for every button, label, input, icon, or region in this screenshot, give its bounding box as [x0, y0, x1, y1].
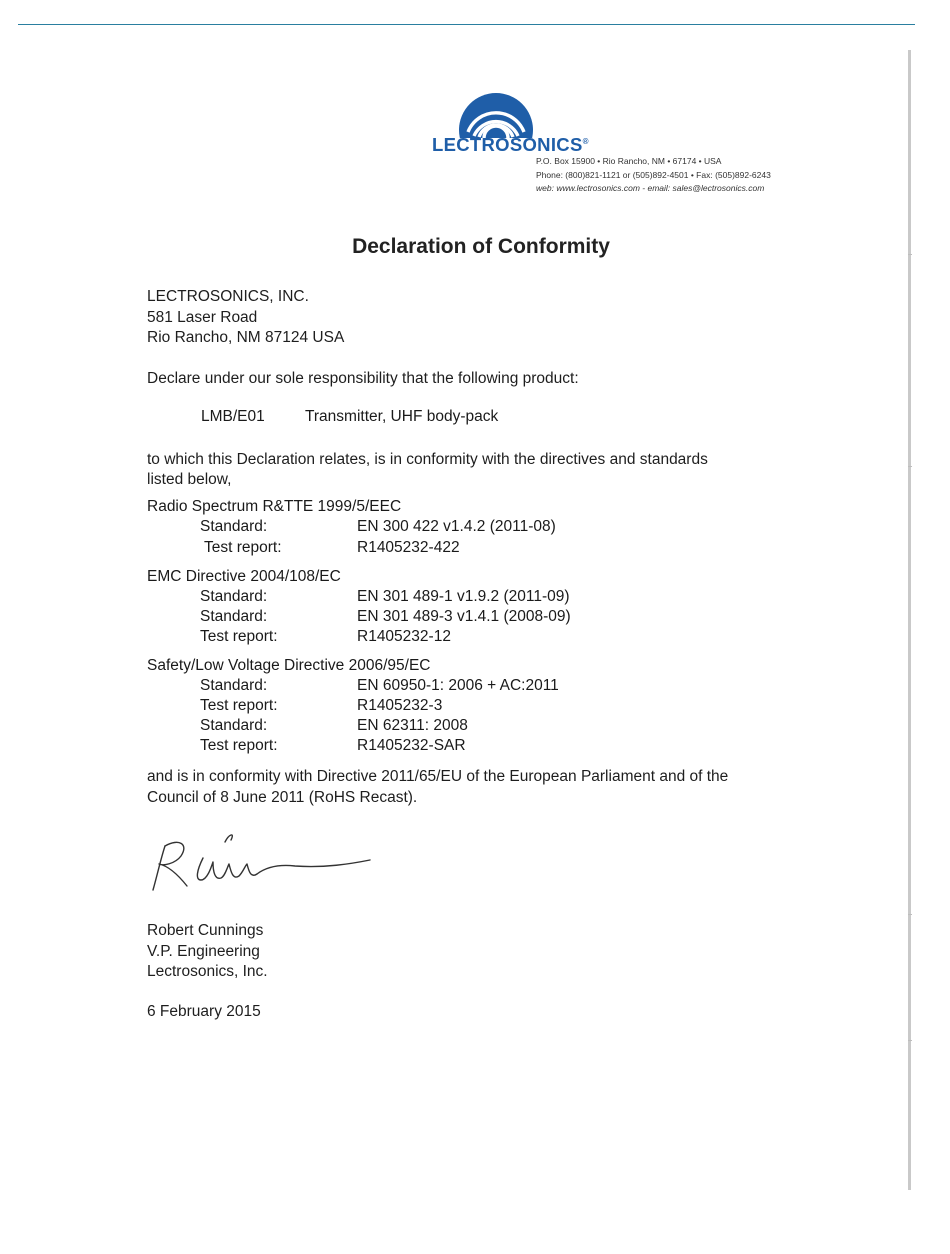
row-label: Standard: — [200, 677, 268, 694]
page-edge-tick — [908, 914, 912, 915]
address-line: Rio Rancho, NM 87124 USA — [147, 329, 345, 346]
letterhead-contact — [536, 155, 822, 196]
row-label: Test report: — [200, 628, 278, 645]
handwritten-signature — [145, 828, 375, 898]
row-value: R1405232-12 — [357, 628, 451, 645]
row-value: EN 301 489-1 v1.9.2 (2011-09) — [357, 588, 570, 605]
company-address — [147, 287, 344, 349]
lectrosonics-logo-icon — [456, 92, 536, 172]
document-title: Declaration of Conformity — [352, 235, 610, 258]
page-edge-tick — [908, 466, 912, 467]
logo-wordmark: LECTROSONICS® — [432, 134, 589, 155]
signer-name: Robert Cunnings — [147, 922, 264, 939]
directive-heading: Radio Spectrum R&TTE 1999/5/EEC — [147, 498, 402, 515]
row-label: Test report: — [204, 539, 282, 556]
document-date: 6 February 2015 — [147, 1003, 261, 1020]
row-value: R1405232-SAR — [357, 737, 466, 754]
row-label: Standard: — [200, 717, 268, 734]
conformity-statement-line: listed below, — [147, 471, 232, 488]
top-divider — [18, 24, 915, 25]
row-value: EN 300 422 v1.4.2 (2011-08) — [357, 518, 556, 535]
page-edge-shadow — [908, 50, 911, 1190]
signer-block — [147, 921, 268, 983]
row-value: EN 60950-1: 2006 + AC:2011 — [357, 677, 559, 694]
directive-heading: Safety/Low Voltage Directive 2006/95/EC — [147, 657, 431, 674]
page-edge-tick — [908, 1040, 912, 1041]
row-label: Standard: — [200, 588, 268, 605]
row-label: Standard: — [200, 608, 268, 625]
row-value: R1405232-422 — [357, 539, 460, 556]
rohs-statement-line: Council of 8 June 2011 (RoHS Recast). — [147, 789, 418, 806]
address-line: 581 Laser Road — [147, 308, 258, 326]
signer-title: V.P. Engineering — [147, 942, 260, 960]
row-label: Standard: — [200, 518, 268, 535]
row-value: EN 62311: 2008 — [357, 717, 468, 734]
address-line: LECTROSONICS, INC. — [147, 288, 309, 305]
company-letterhead — [432, 92, 832, 202]
row-label: Test report: — [200, 737, 278, 754]
rohs-statement-line: and is in conformity with Directive 2011/65/EU of the European Parliament and of the — [147, 768, 729, 785]
declaration-intro: Declare under our sole responsibility that the following product: — [147, 370, 579, 387]
row-label: Test report: — [200, 697, 278, 714]
conformity-statement-line: to which this Declaration relates, is in conformity with the directives and standards — [147, 451, 708, 468]
row-value: R1405232-3 — [357, 697, 443, 714]
product-description: Transmitter, UHF body-pack — [305, 408, 499, 425]
letterhead-web-email: web: www.lectrosonics.com - email: sales@lectrosonics.com — [536, 183, 765, 193]
letterhead-address: P.O. Box 15900 • Rio Rancho, NM • 67174 • USA — [536, 156, 722, 166]
letterhead-phone: Phone: (800)821-1121 or (505)892-4501 • Fax: (505)892-6243 — [536, 169, 771, 180]
product-code: LMB/E01 — [201, 408, 265, 425]
signer-company: Lectrosonics, Inc. — [147, 963, 268, 980]
row-value: EN 301 489-3 v1.4.1 (2008-09) — [357, 608, 571, 625]
directive-heading: EMC Directive 2004/108/EC — [147, 568, 341, 585]
